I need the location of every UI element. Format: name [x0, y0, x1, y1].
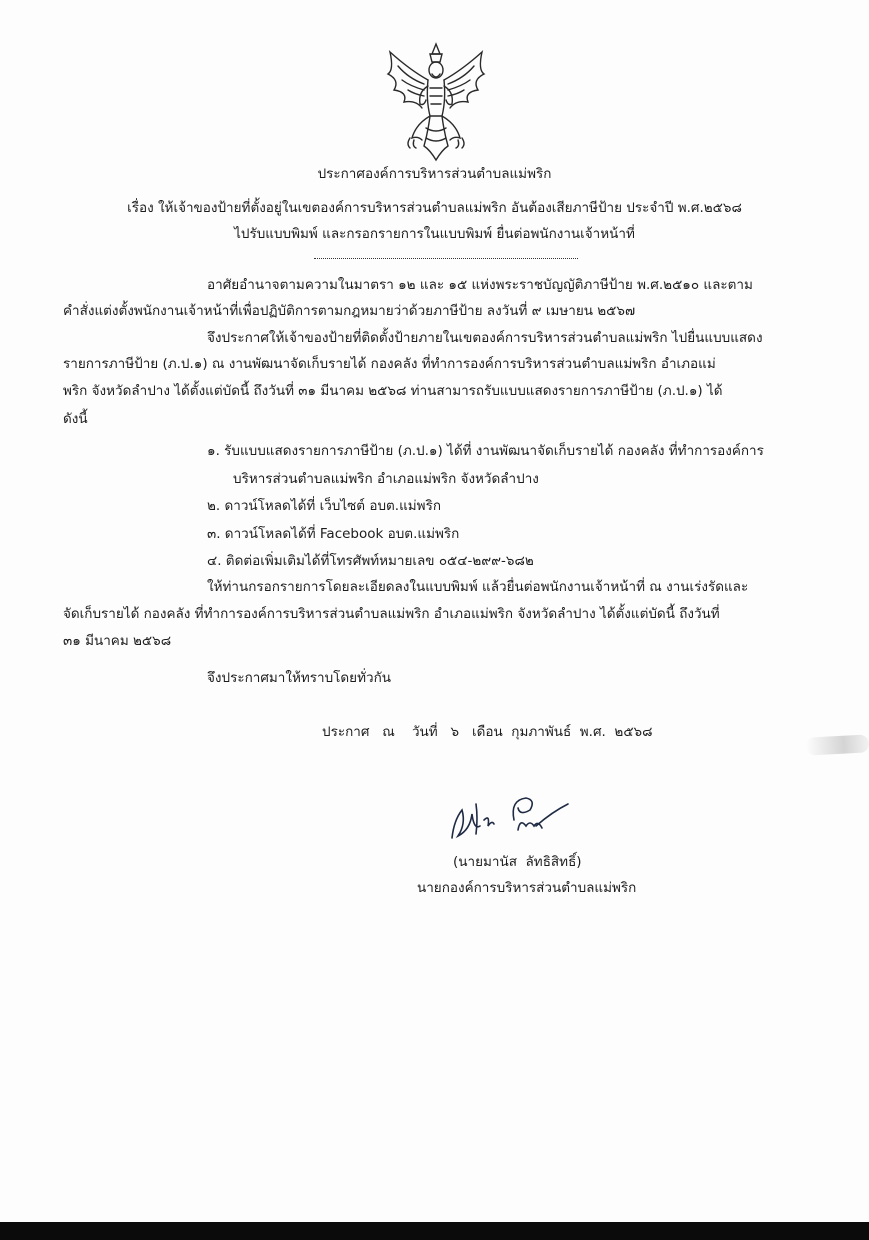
paragraph-2-line-3: พริก จังหวัดลำปาง ได้ตั้งแต่บัดนี้ ถึงวันที่ ๓๑ มีนาคม ๒๕๖๘ ท่านสามารถรับแบบแสดงรายการภาษีป้าย (ภ.ป.๑) ได้ — [63, 383, 723, 399]
garuda-emblem-icon — [380, 40, 492, 164]
scan-bottom-edge — [0, 1222, 869, 1240]
paragraph-1-line-2: คำสั่งแต่งตั้งพนักงานเจ้าหน้าที่เพื่อปฏิบัติการตามกฎหมายว่าด้วยภาษีป้าย ลงวันที่ ๙ เมษายน ๒๕๖๗ — [63, 303, 636, 319]
subject-line-2: ไปรับแบบพิมพ์ และกรอกรายการในแบบพิมพ์ ยื่นต่อพนักงานเจ้าหน้าที่ — [234, 226, 635, 242]
list-item-4: ๔. ติดต่อเพิ่มเติมได้ที่โทรศัพท์หมายเลข ๐๕๔-๒๙๙-๖๘๒ — [207, 553, 534, 569]
signature-icon — [440, 790, 580, 850]
list-item-1-line-2: บริหารส่วนตำบลแม่พริก อำเภอแม่พริก จังหวัดลำปาง — [233, 471, 539, 487]
scan-smudge — [806, 734, 869, 755]
announcement-date: ประกาศ ณ วันที่ ๖ เดือน กุมภาพันธ์ พ.ศ. ๒๕๖๘ — [322, 724, 653, 740]
list-item-2: ๒. ดาวน์โหลดได้ที่ เว็บไซต์ อบต.แม่พริก — [207, 498, 442, 514]
paragraph-2-line-1: จึงประกาศให้เจ้าของป้ายที่ติดตั้งป้ายภายในเขตองค์การบริหารส่วนตำบลแม่พริก ไปยื่นแบบแสดง — [207, 330, 763, 346]
paragraph-2-line-2: รายการภาษีป้าย (ภ.ป.๑) ณ งานพัฒนาจัดเก็บรายได้ กองคลัง ที่ทำการองค์การบริหารส่วนตำบลแม่พริก อำเภอแม่ — [63, 356, 716, 372]
paragraph-1-line-1: อาศัยอำนาจตามความในมาตรา ๑๒ และ ๑๕ แห่งพระราชบัญญัติภาษีป้าย พ.ศ.๒๕๑๐ และตาม — [207, 277, 753, 293]
list-item-1-line-1: ๑. รับแบบแสดงรายการภาษีป้าย (ภ.ป.๑) ได้ที่ งานพัฒนาจัดเก็บรายได้ กองคลัง ที่ทำการองค์การ — [207, 443, 764, 459]
paragraph-3-line-1: ให้ท่านกรอกรายการโดยละเอียดลงในแบบพิมพ์ แล้วยื่นต่อพนักงานเจ้าหน้าที่ ณ งานเร่งรัดและ — [207, 579, 749, 595]
signatory-position: นายกองค์การบริหารส่วนตำบลแม่พริก — [417, 880, 637, 896]
paragraph-2-line-4: ดังนี้ — [63, 411, 88, 427]
paragraph-3-line-2: จัดเก็บรายได้ กองคลัง ที่ทำการองค์การบริหารส่วนตำบลแม่พริก อำเภอแม่พริก จังหวัดลำปาง ได้ตั้งแต่บัดนี้ ถึงวันที่ — [63, 606, 720, 622]
subject-line-1: เรื่อง ให้เจ้าของป้ายที่ตั้งอยู่ในเขตองค์การบริหารส่วนตำบลแม่พริก อันต้องเสียภาษีป้าย ประจำปี พ.ศ.๒๕๖๘ — [127, 200, 742, 216]
dotted-divider — [314, 258, 578, 259]
paragraph-3-line-3: ๓๑ มีนาคม ๒๕๖๘ — [63, 633, 172, 649]
signatory-name: (นายมานัส ลัทธิสิทธิ์) — [453, 854, 582, 870]
closing-line: จึงประกาศมาให้ทราบโดยทั่วกัน — [207, 670, 391, 686]
list-item-3: ๓. ดาวน์โหลดได้ที่ Facebook อบต.แม่พริก — [207, 526, 460, 542]
announcement-title: ประกาศองค์การบริหารส่วนตำบลแม่พริก — [317, 166, 552, 182]
